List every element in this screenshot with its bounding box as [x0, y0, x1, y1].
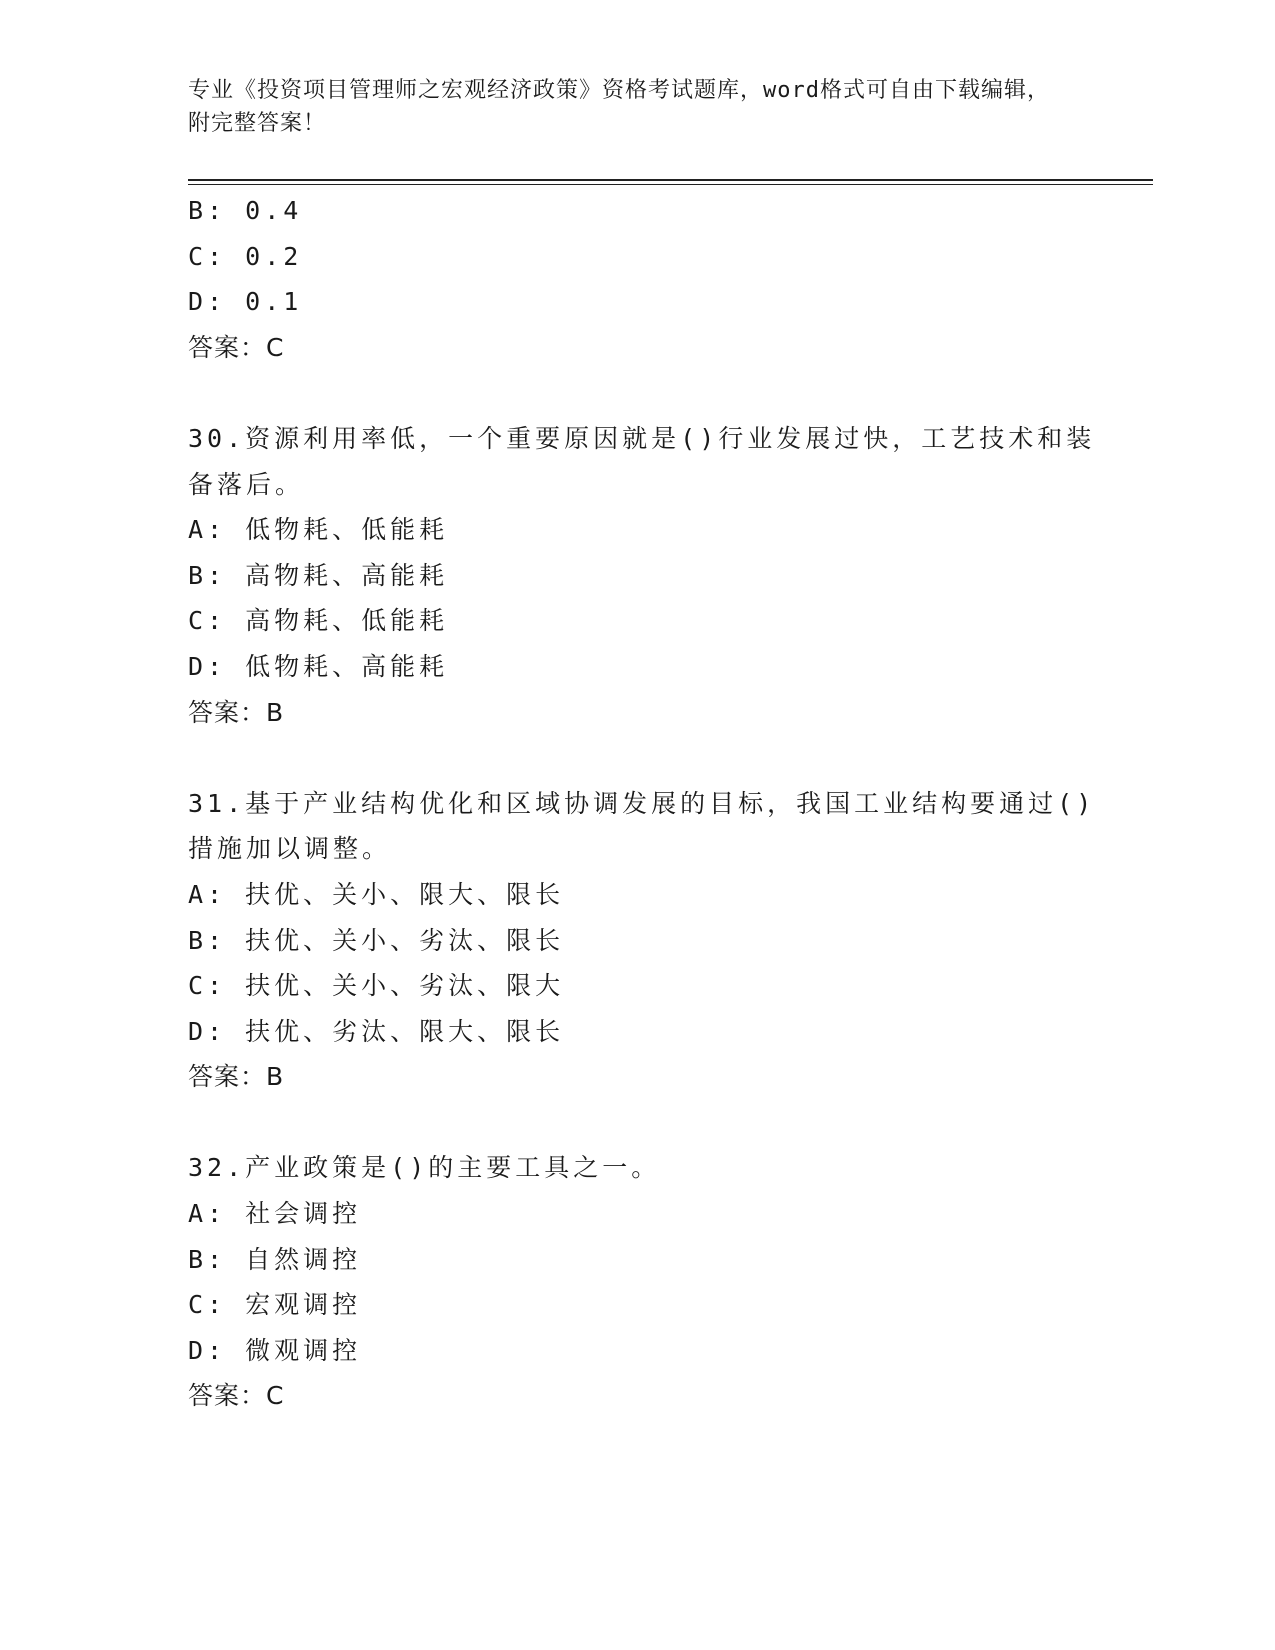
option-b: B: 高物耗、高能耗: [188, 560, 449, 590]
question-31: [188, 781, 1096, 1100]
option-c: C: 0.2: [188, 241, 303, 271]
answer-line: 答案：C: [188, 332, 285, 362]
option-d: D: 0.1: [188, 287, 303, 317]
option-a: A: 扶优、关小、限大、限长: [188, 879, 565, 909]
document-header: 专业《投资项目管理师之宏观经济政策》资格考试题库，word格式可自由下载编辑，附完整答案！: [188, 78, 1050, 136]
option-a: A: 低物耗、低能耗: [188, 515, 449, 545]
question-32: [188, 1145, 1088, 1419]
option-d: D: 扶优、劣汰、限大、限长: [188, 1016, 565, 1046]
option-a: A: 社会调控: [188, 1199, 362, 1229]
option-d: D: 低物耗、高能耗: [188, 651, 449, 681]
question-30: [188, 416, 1096, 735]
question-stem-continued: 备落后。: [188, 469, 305, 499]
answer-line: 答案：B: [188, 1062, 285, 1092]
question-stem: 32.产业政策是()的主要工具之一。: [188, 1153, 661, 1183]
answer-line: 答案：B: [188, 697, 285, 727]
header-rule-thin: [188, 184, 1153, 185]
question-stem-continued: 措施加以调整。: [188, 834, 392, 864]
question-list: [188, 188, 1096, 1419]
header-rule-thick: [188, 179, 1153, 181]
answer-line: 答案：C: [188, 1381, 285, 1411]
option-b: B: 0.4: [188, 196, 303, 225]
option-c: C: 高物耗、低能耗: [188, 606, 449, 636]
option-c: C: 扶优、关小、劣汰、限大: [188, 971, 565, 1001]
question-29-continued: [188, 188, 1088, 370]
question-stem: 30.资源利用率低，一个重要原因就是()行业发展过快，工艺技术和装: [188, 423, 1096, 453]
option-d: D: 微观调控: [188, 1335, 362, 1365]
question-stem: 31.基于产业结构优化和区域协调发展的目标，我国工业结构要通过(): [188, 788, 1096, 818]
option-b: B: 扶优、关小、劣汰、限长: [188, 925, 565, 955]
option-b: B: 自然调控: [188, 1244, 362, 1274]
option-c: C: 宏观调控: [188, 1290, 362, 1320]
